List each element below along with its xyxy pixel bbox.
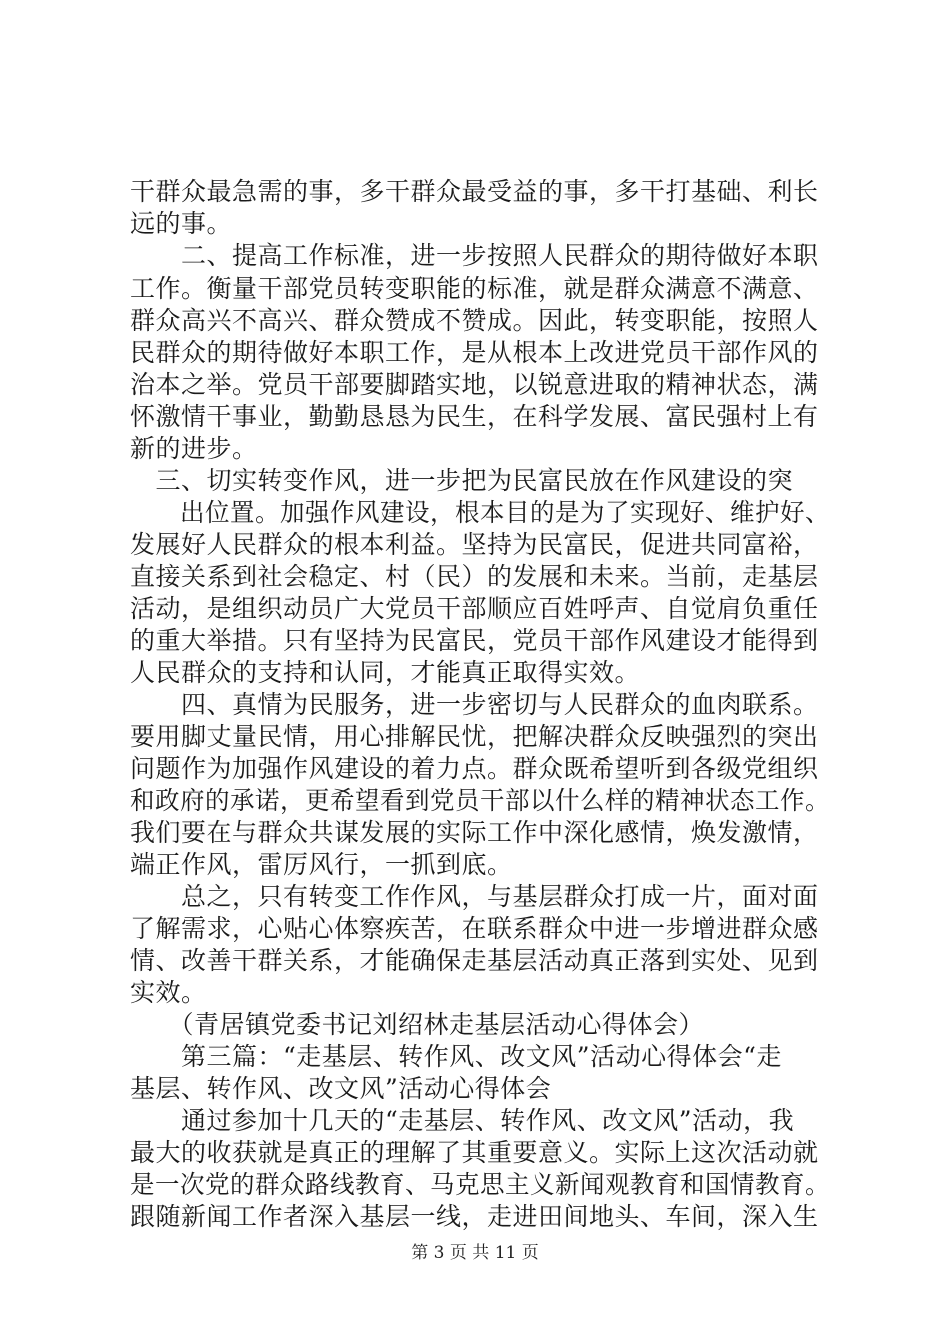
- text-line: 基层、转作风、改文风”活动心得体会: [130, 1074, 552, 1103]
- text-line: 实效。: [130, 978, 207, 1007]
- text-line: 四、真情为民服务，进一步密切与人民群众的血肉联系。: [130, 690, 819, 719]
- text-line: 发展好人民群众的根本利益。坚持为民富民，促进共同富裕，: [130, 530, 819, 559]
- text-line: 是一次党的群众路线教育、马克思主义新闻观教育和国情教育。: [130, 1170, 831, 1199]
- text-line: 第三篇：“走基层、转作风、改文风”活动心得体会“走: [130, 1042, 782, 1071]
- text-line: 怀激情干事业，勤勤恳恳为民生，在科学发展、富民强村上有: [130, 402, 819, 431]
- text-line: 端正作风，雷厉风行，一抓到底。: [130, 850, 513, 879]
- text-line: 情、改善干群关系，才能确保走基层活动真正落到实处、见到: [130, 946, 819, 975]
- text-line: 通过参加十几天的“走基层、转作风、改文风”活动，我: [130, 1106, 795, 1135]
- text-line: 工作。衡量干部党员转变职能的标准，就是群众满意不满意、: [130, 274, 819, 303]
- text-line: 了解需求，心贴心体察疾苦，在联系群众中进一步增进群众感: [130, 914, 819, 943]
- text-line: 的重大举措。只有坚持为民富民，党员干部作风建设才能得到: [130, 626, 819, 655]
- text-line: 民群众的期待做好本职工作，是从根本上改进党员干部作风的: [130, 338, 819, 367]
- text-line: （青居镇党委书记刘绍林走基层活动心得体会）: [130, 1010, 705, 1039]
- text-line: 最大的收获就是真正的理解了其重要意义。实际上这次活动就: [130, 1138, 819, 1167]
- text-line: 总之，只有转变工作作风，与基层群众打成一片，面对面: [130, 882, 819, 911]
- text-line: 问题作为加强作风建设的着力点。群众既希望听到各级党组织: [130, 754, 819, 783]
- text-line: 和政府的承诺，更希望看到党员干部以什么样的精神状态工作。: [130, 786, 831, 815]
- text-line: 人民群众的支持和认同，才能真正取得实效。: [130, 658, 641, 687]
- text-line: 活动，是组织动员广大党员干部顺应百姓呼声、自觉肩负重任: [130, 594, 819, 623]
- text-line: 要用脚丈量民情，用心排解民忧，把解决群众反映强烈的突出: [130, 722, 819, 751]
- text-line: 群众高兴不高兴、群众赞成不赞成。因此，转变职能，按照人: [130, 306, 819, 335]
- text-line: 干群众最急需的事，多干群众最受益的事，多干打基础、利长: [130, 177, 819, 206]
- text-line: 治本之举。党员干部要脚踏实地，以锐意进取的精神状态，满: [130, 370, 819, 399]
- text-line: 我们要在与群众共谋发展的实际工作中深化感情，焕发激情，: [130, 818, 819, 847]
- text-line: 三、切实转变作风，进一步把为民富民放在作风建设的突: [130, 466, 794, 495]
- text-line: 远的事。: [130, 209, 233, 238]
- text-line: 出位置。加强作风建设，根本目的是为了实现好、维护好、: [130, 498, 831, 527]
- text-line: 直接关系到社会稳定、村（民）的发展和未来。当前，走基层: [130, 562, 819, 591]
- text-line: 新的进步。: [130, 434, 258, 463]
- text-line: 二、提高工作标准，进一步按照人民群众的期待做好本职: [130, 241, 819, 270]
- page-number-footer: 第 3 页 共 11 页: [411, 1243, 539, 1263]
- text-line: 跟随新闻工作者深入基层一线，走进田间地头、车间，深入生: [130, 1202, 819, 1231]
